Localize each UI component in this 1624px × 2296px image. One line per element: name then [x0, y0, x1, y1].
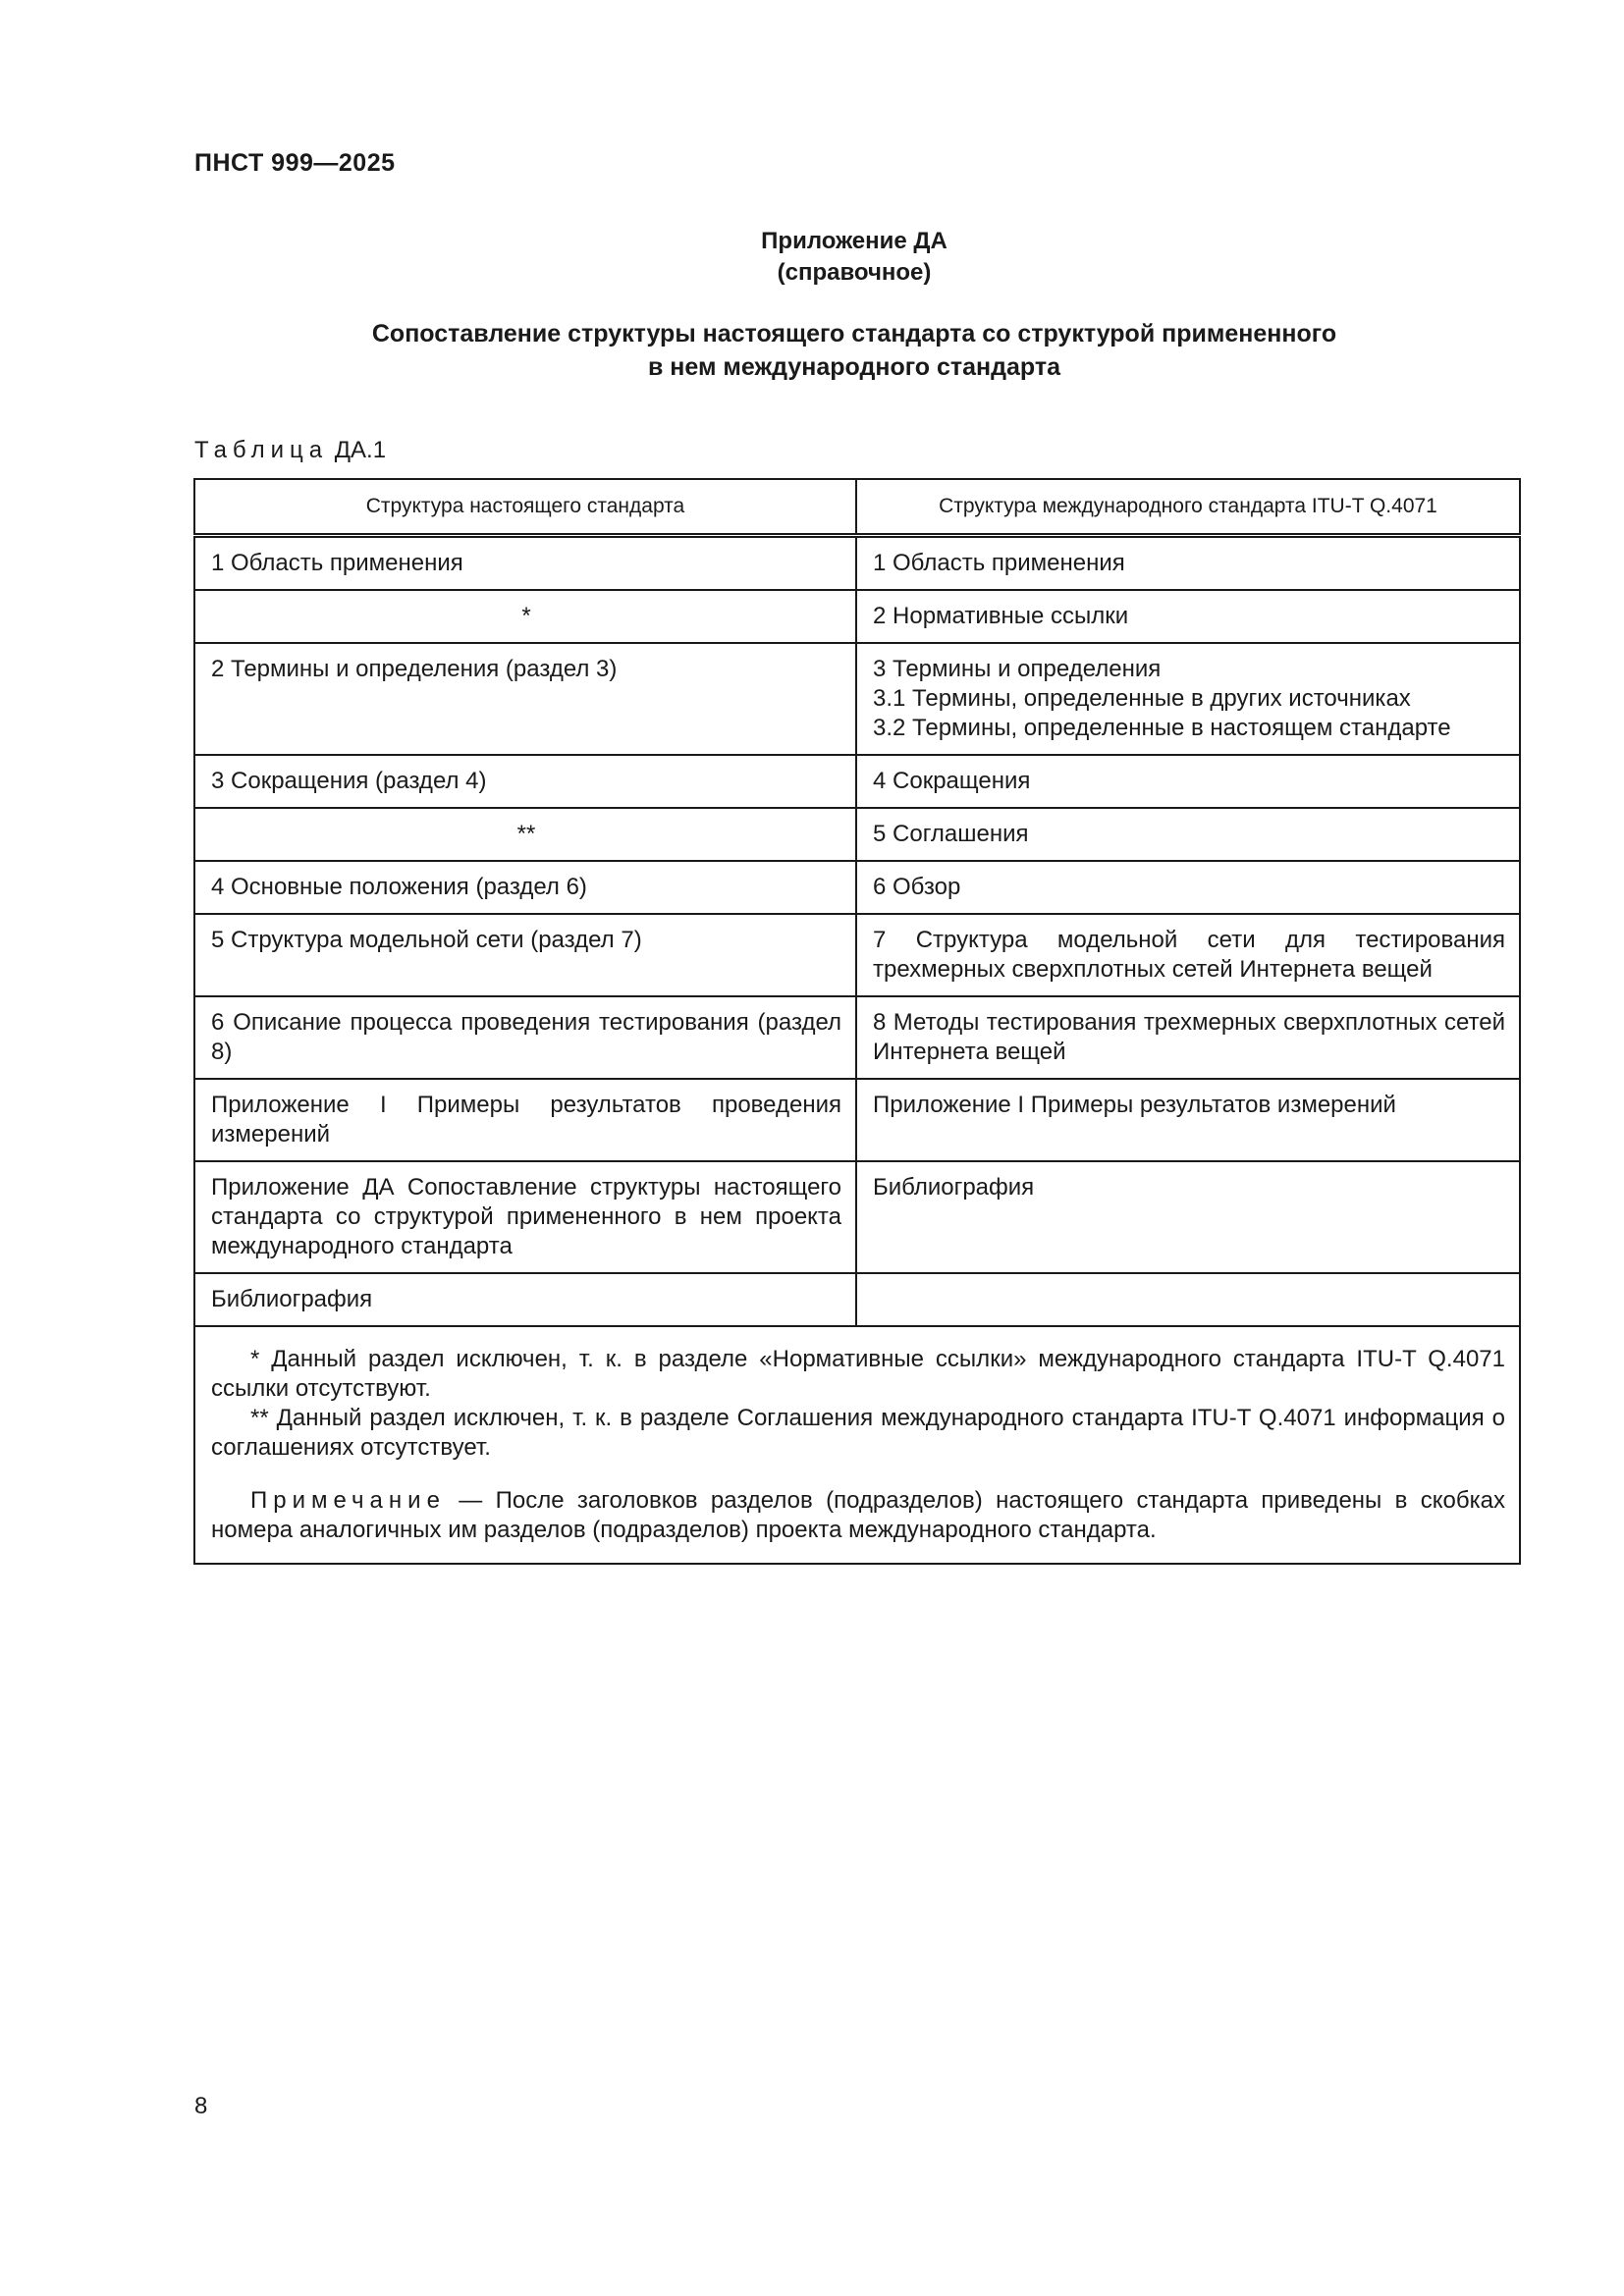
table-cell-right-line: 2 Нормативные ссылки	[873, 603, 1129, 629]
appendix-heading-line-2: в нем международного стандарта	[647, 353, 1061, 381]
table-cell-right	[856, 755, 1520, 808]
table-cell-right	[856, 914, 1520, 996]
table-row	[194, 643, 1520, 755]
table-cell-left: 3 Сокращения (раздел 4)	[194, 755, 856, 808]
table-row	[194, 1273, 1520, 1326]
table-cell-right-line: 4 Сокращения	[873, 768, 1031, 794]
table-cell-left: 5 Структура модельной сети (раздел 7)	[194, 914, 856, 996]
footnote-double-asterisk: ** Данный раздел исключен, т. к. в разделе Соглашения международного стандарта ITU-T Q.4071 информация о соглашениях отсутствует.	[211, 1405, 1505, 1461]
table-footnote-row	[194, 1326, 1520, 1564]
table-cell-right	[856, 996, 1520, 1079]
appendix-heading	[0, 317, 1624, 384]
table-cell-left: Библиография	[194, 1273, 856, 1326]
table-cell-right	[856, 536, 1520, 591]
table-cell-right-line: Приложение I Примеры результатов измерений	[873, 1092, 1396, 1118]
table-cell-right	[856, 1161, 1520, 1273]
page-number: 8	[194, 2093, 208, 2119]
table-caption-number: ДА.1	[334, 437, 387, 463]
table-cell-left: 4 Основные положения (раздел 6)	[194, 861, 856, 914]
table-cell-right-line: 5 Соглашения	[873, 821, 1029, 847]
table-row	[194, 755, 1520, 808]
table-row	[194, 536, 1520, 591]
table-row	[194, 1079, 1520, 1161]
appendix-heading-line-1: Сопоставление структуры настоящего стандарта со структурой примененного	[371, 320, 1337, 347]
table-cell-right	[856, 1273, 1520, 1326]
column-header-international: Структура международного стандарта ITU-T Q.4071	[856, 479, 1520, 536]
table-cell-right-line: 1 Область применения	[873, 550, 1125, 576]
table-cell-left: 1 Область применения	[194, 536, 856, 591]
table-cell-right	[856, 861, 1520, 914]
table-cell-left: 2 Термины и определения (раздел 3)	[194, 643, 856, 755]
table-caption-label: Таблица	[194, 437, 329, 463]
appendix-type: (справочное)	[777, 259, 932, 286]
table-cell-left: Приложение ДА Сопоставление структуры настоящего стандарта со структурой примененного в нем проекта международного стандарта	[194, 1161, 856, 1273]
document-code: ПНСТ 999—2025	[194, 149, 396, 177]
appendix-title-block	[0, 226, 1624, 289]
table-row	[194, 996, 1520, 1079]
table-cell-left: **	[194, 808, 856, 861]
footnote-single-asterisk: * Данный раздел исключен, т. к. в разделе «Нормативные ссылки» международного стандарта ITU-T Q.4071 ссылки отсутствуют.	[211, 1346, 1505, 1402]
table-note-label: Примечание	[250, 1487, 446, 1514]
table-cell-right-line: 3 Термины и определения	[873, 656, 1162, 682]
table-header-row	[194, 479, 1520, 536]
table-cell-right-line: 7 Структура модельной сети для тестирования трехмерных сверхплотных сетей Интернета вещей	[873, 927, 1505, 983]
table-cell-right-line: 6 Обзор	[873, 874, 961, 900]
table-cell-right-line: 8 Методы тестирования трехмерных сверхплотных сетей Интернета вещей	[873, 1009, 1505, 1065]
table-caption	[194, 437, 386, 464]
table-note	[211, 1486, 1505, 1545]
table-row	[194, 1161, 1520, 1273]
table-row	[194, 914, 1520, 996]
table-row	[194, 590, 1520, 643]
table-cell-right-line: 3.1 Термины, определенные в других источниках	[873, 685, 1411, 712]
table-row	[194, 861, 1520, 914]
table-cell-left: 6 Описание процесса проведения тестирования (раздел 8)	[194, 996, 856, 1079]
table-row	[194, 808, 1520, 861]
table-cell-left: *	[194, 590, 856, 643]
table-cell-left: Приложение I Примеры результатов проведения измерений	[194, 1079, 856, 1161]
table-cell-right	[856, 1079, 1520, 1161]
table-cell-right-line: Библиография	[873, 1174, 1035, 1201]
table-cell-right	[856, 808, 1520, 861]
table-cell-right-line: 3.2 Термины, определенные в настоящем стандарте	[873, 715, 1451, 741]
appendix-title: Приложение ДА	[761, 228, 947, 254]
column-header-national: Структура настоящего стандарта	[194, 479, 856, 536]
comparison-table	[193, 478, 1521, 1565]
table-cell-right	[856, 643, 1520, 755]
comparison-table-wrapper	[193, 478, 1519, 1565]
table-footnote-cell	[194, 1326, 1520, 1564]
table-note-text: — После заголовков разделов (подразделов) настоящего стандарта приведены в скобках номера аналогичных им разделов (подразделов) проекта международного стандарта.	[211, 1487, 1505, 1543]
table-cell-right	[856, 590, 1520, 643]
